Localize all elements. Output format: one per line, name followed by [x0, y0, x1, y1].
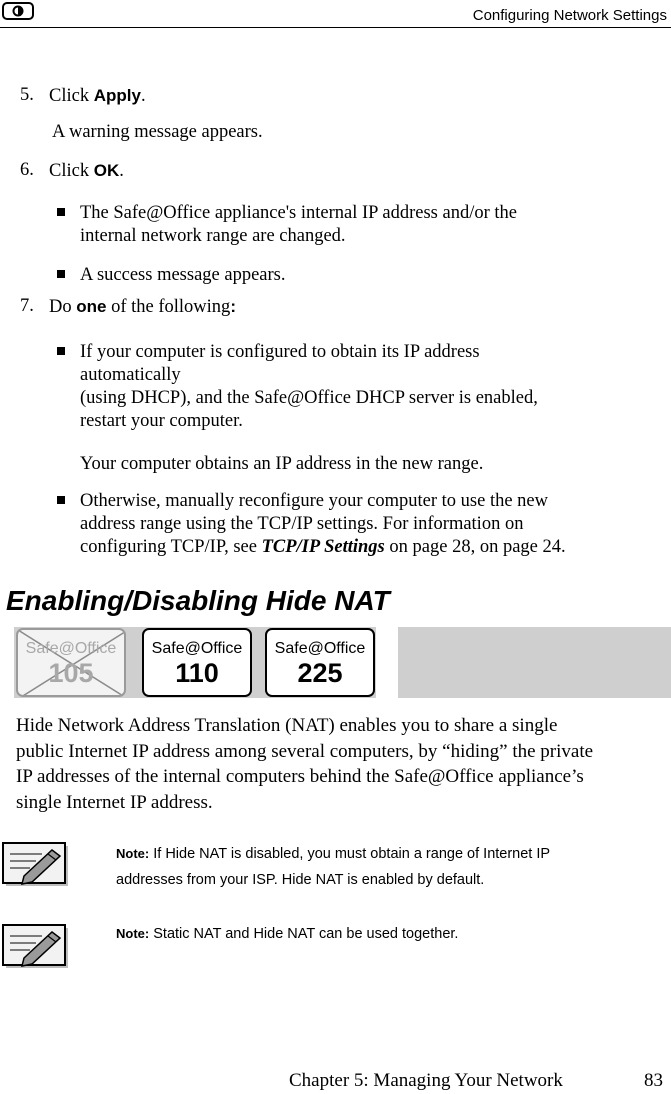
step-number: 7. [20, 296, 34, 316]
footer-chapter: Chapter 5: Managing Your Network [289, 1070, 563, 1091]
section-body: Hide Network Address Translation (NAT) enables you to share a single public Internet IP address among several computers, by “hiding” the private IP addresses of the internal computers behind the Safe@Office appliance’s single Internet IP address. [16, 715, 594, 813]
product-badge-110: Safe@Office 110 [142, 628, 252, 697]
step-5-result: A warning message appears. [52, 122, 263, 142]
step-number: 5. [20, 85, 34, 105]
list-item: A success message appears. [80, 265, 286, 285]
apply-keyword: Apply [93, 86, 141, 105]
bullet-icon [57, 270, 65, 278]
note: Note: Static NAT and Hide NAT can be used together. [116, 926, 459, 942]
note-label: Note: [116, 846, 150, 861]
list-item: Otherwise, manually reconfigure your computer to use the new address range using the TCP/IP settings. For information on configuring TCP/IP, see TCP/IP Settings on page 28, on page 24. [80, 491, 566, 557]
section-title: Enabling/Disabling Hide NAT [6, 585, 390, 616]
ok-keyword: OK [93, 161, 120, 180]
note: Note: If Hide NAT is disabled, you must obtain a range of Internet IP addresses from your ISP. Hide NAT is enabled by default. [116, 846, 551, 888]
note-pencil-icon [2, 842, 70, 888]
list-item-result: Your computer obtains an IP address in the new range. [80, 454, 484, 474]
header-title: Configuring Network Settings [472, 7, 667, 24]
step-text: Click [49, 86, 94, 106]
step-text: Click [49, 161, 94, 181]
step-number: 6. [20, 160, 34, 180]
bullet-icon [57, 347, 65, 355]
header-divider [0, 27, 671, 28]
bullet-icon [57, 208, 65, 216]
product-badge-225: Safe@Office 225 [265, 628, 375, 697]
product-badge-105: Safe@Office 105 [16, 628, 126, 697]
list-item: If your computer is configured to obtain its IP address automatically (using DHCP), and the Safe@Office DHCP server is enabled, restart your computer. [80, 342, 538, 431]
step-text: Do [49, 297, 77, 317]
bullet-icon [57, 496, 65, 504]
list-item: The Safe@Office appliance's internal IP address and/or the internal network range are changed. [80, 203, 517, 246]
note-label: Note: [116, 926, 150, 941]
router-icon [2, 2, 34, 20]
tcpip-settings-link[interactable]: TCP/IP Settings [261, 537, 385, 557]
page-number: 83 [644, 1070, 663, 1091]
one-keyword: one [76, 297, 107, 316]
product-banner [14, 627, 671, 698]
note-pencil-icon [2, 924, 70, 970]
